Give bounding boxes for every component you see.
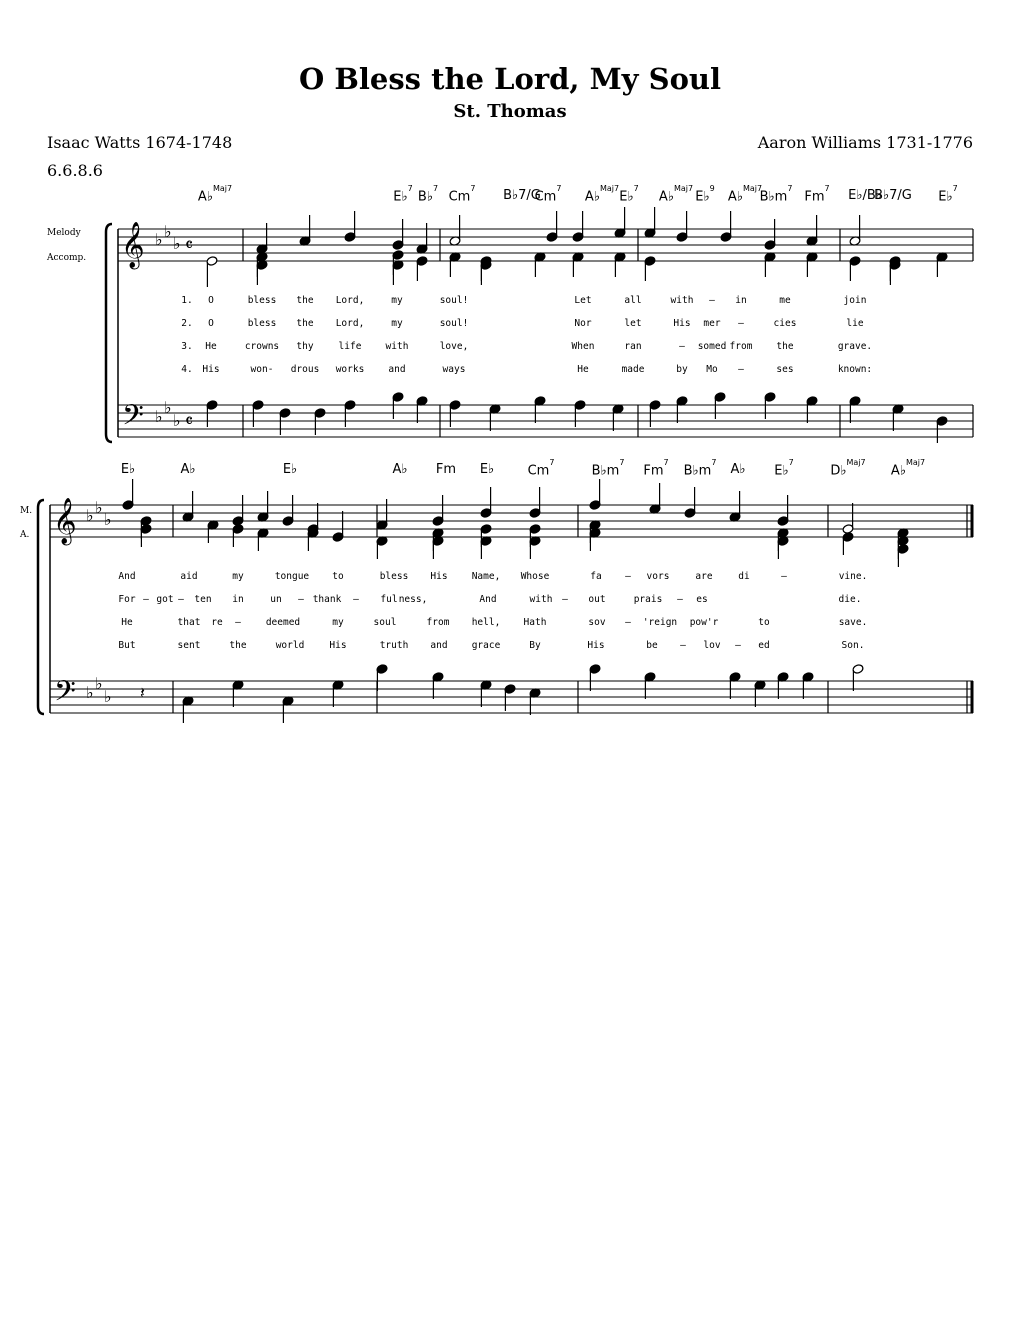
system1-chord-symbol: E♭$^7$ bbox=[619, 184, 639, 205]
system2-verse3-word: re bbox=[211, 617, 223, 628]
system2-verse2-word: For bbox=[118, 594, 136, 605]
system1-brace bbox=[106, 224, 112, 442]
system1-verse3-word: He bbox=[205, 341, 217, 352]
system1-verse2-word: His bbox=[673, 318, 691, 329]
system1-verse3-word: from bbox=[729, 341, 753, 352]
system2-verse1-word: – bbox=[781, 571, 787, 582]
system1-verse3-word: When bbox=[571, 341, 595, 352]
system1-verse3-word: grave. bbox=[837, 341, 873, 352]
system2-verse1-word: tongue bbox=[274, 571, 310, 582]
system1-verse1-word: me bbox=[779, 295, 791, 306]
system1-verse1-word: in bbox=[735, 295, 747, 306]
system2-verse2-word: – bbox=[677, 594, 683, 605]
system1-verse4-word: Mo bbox=[706, 364, 718, 375]
system1-chord-symbol: B♭7/G bbox=[503, 188, 541, 203]
system2-verse2-word: ful bbox=[380, 594, 398, 605]
system1-verse3-word: thy bbox=[296, 341, 314, 352]
system2-verse3-word: to bbox=[758, 617, 770, 628]
system1-chord-symbol: E♭$^7$ bbox=[938, 184, 958, 205]
system2-verse3-word: – bbox=[625, 617, 631, 628]
system1-verse2-word: Nor bbox=[574, 318, 592, 329]
system2-verse4-word: be bbox=[646, 640, 658, 651]
system1-treble-key-flat: ♭ bbox=[173, 234, 181, 253]
system1-bass-key-flat: ♭ bbox=[173, 411, 181, 430]
system1-verse2-word: O bbox=[208, 318, 214, 329]
system1-verse1-word: soul! bbox=[439, 295, 469, 306]
system2-verse2-word: es bbox=[696, 594, 708, 605]
system1-chord-symbol: E♭$^7$ bbox=[393, 184, 413, 205]
system1-bass-clef: 𝄢 bbox=[122, 399, 144, 439]
system1-verse4-word: He bbox=[577, 364, 589, 375]
system1-verse2-word: cies bbox=[773, 318, 797, 329]
system1-verse2-word: my bbox=[391, 318, 403, 329]
system1-verse3-word: – bbox=[679, 341, 685, 352]
system2-verse2-word: – bbox=[562, 594, 568, 605]
system1-verse3-word: with bbox=[385, 341, 409, 352]
system1-chord-symbol: Cm$^7$ bbox=[534, 184, 562, 205]
system1-verse3-word: 3. bbox=[181, 341, 193, 352]
system2-verse2-word: ten bbox=[194, 594, 212, 605]
system1-verse4-word: by bbox=[676, 364, 688, 375]
system2-verse4-word: Son. bbox=[841, 640, 865, 651]
system2-verse2-word: – bbox=[143, 594, 149, 605]
system1-verse2-word: 2. bbox=[181, 318, 193, 329]
system2-chord-symbol: A♭ bbox=[730, 462, 746, 477]
system2-verse3-word: pow'r bbox=[689, 617, 719, 628]
system1-verse4-word: ways bbox=[442, 364, 466, 375]
system1-chord-symbol: A♭$^{Maj7}$ bbox=[197, 184, 233, 205]
system2-verse2-word: – bbox=[178, 594, 184, 605]
composer-credit: Aaron Williams 1731-1776 bbox=[757, 133, 973, 152]
system1-verse1-word: my bbox=[391, 295, 403, 306]
system2-verse2-word: thank bbox=[312, 594, 342, 605]
system1-verse2-word: let bbox=[624, 318, 642, 329]
system2-bass-rest: 𝄽 bbox=[140, 683, 145, 702]
system2-verse3-word: – bbox=[235, 617, 241, 628]
system2-verse4-word: grace bbox=[471, 640, 501, 651]
accomp-staff-short-label: A. bbox=[20, 530, 30, 540]
system1-chord-symbol: A♭$^{Maj7}$ bbox=[658, 184, 694, 205]
system2-verse2-word: in bbox=[232, 594, 244, 605]
system2-verse1-word: are bbox=[695, 571, 713, 582]
system1-verse4-word: made bbox=[621, 364, 645, 375]
system2-verse2-word: prais bbox=[633, 594, 663, 605]
system2-chord-symbol: E♭ bbox=[120, 462, 136, 477]
system1-verse1-word: Let bbox=[574, 295, 592, 306]
system1-bass-key-flat: ♭ bbox=[155, 407, 163, 426]
system2-treble-key-flat: ♭ bbox=[95, 498, 103, 517]
system2-verse4-word: and bbox=[430, 640, 448, 651]
system2-verse1-word: His bbox=[430, 571, 448, 582]
system1-chord-symbol: E♭$^9$ bbox=[695, 184, 715, 205]
system2-verse4-word: world bbox=[275, 640, 305, 651]
system1-verse3-word: somed bbox=[697, 341, 727, 352]
system1-chord-symbol: Cm$^7$ bbox=[448, 184, 476, 205]
system2-bass-key-flat: ♭ bbox=[86, 683, 94, 702]
system2-verse3-word: sov bbox=[588, 617, 606, 628]
system2-verse2-word: got bbox=[156, 594, 174, 605]
system2-chord-symbol: D♭$^{Maj7}$ bbox=[830, 458, 866, 479]
system1-treble-time-sig: 𝄴 bbox=[185, 235, 194, 256]
system2-verse3-word: save. bbox=[838, 617, 868, 628]
system1-verse1-word: all bbox=[624, 295, 642, 306]
system1-treble-key-flat: ♭ bbox=[164, 222, 172, 241]
system2-verse2-word: – bbox=[353, 594, 359, 605]
system2-verse4-word: – bbox=[680, 640, 686, 651]
system1-verse2-word: – bbox=[738, 318, 744, 329]
system1-verse4-word: known: bbox=[837, 364, 873, 375]
system2-verse4-word: lov bbox=[703, 640, 721, 651]
system2-chord-symbol: Fm$^7$ bbox=[643, 458, 669, 479]
system1-bass-time-sig: 𝄴 bbox=[185, 411, 194, 432]
system2-verse2-word: ness, bbox=[398, 594, 428, 605]
system2-verse4-word: His bbox=[587, 640, 605, 651]
system1-verse4-word: ses bbox=[776, 364, 794, 375]
system2-verse1-word: – bbox=[625, 571, 631, 582]
system2-verse3-word: Hath bbox=[523, 617, 547, 628]
tune-name: St. Thomas bbox=[453, 101, 567, 122]
system2-verse3-word: 'reign bbox=[642, 617, 678, 628]
system2-verse1-word: aid bbox=[180, 571, 198, 582]
system1-verse2-word: lie bbox=[846, 318, 864, 329]
system1-verse1-word: 1. bbox=[181, 295, 193, 306]
system2-verse2-word: out bbox=[588, 594, 606, 605]
system2-verse1-word: bless bbox=[379, 571, 409, 582]
system2-bass-key-flat: ♭ bbox=[104, 687, 112, 706]
system1-verse1-word: bless bbox=[247, 295, 277, 306]
system2-chord-symbol: Cm$^7$ bbox=[527, 458, 555, 479]
system2-verse3-word: He bbox=[121, 617, 133, 628]
system1-verse4-word: 4. bbox=[181, 364, 193, 375]
system2-chord-symbol: A♭ bbox=[180, 462, 196, 477]
system1-verse1-word: the bbox=[296, 295, 314, 306]
system2-verse2-word: un bbox=[270, 594, 282, 605]
system1-verse4-word: and bbox=[388, 364, 406, 375]
system1-treble-clef: 𝄞 bbox=[121, 222, 145, 268]
accomp-staff-label: Accomp. bbox=[47, 253, 87, 263]
system1-chord-symbol: A♭$^{Maj7}$ bbox=[584, 184, 620, 205]
system2-verse3-word: soul bbox=[373, 617, 397, 628]
system2-chord-symbol: A♭ bbox=[392, 462, 408, 477]
system1-verse2-word: Lord, bbox=[335, 318, 365, 329]
system1-verse4-word: – bbox=[738, 364, 744, 375]
system1-verse1-word: with bbox=[670, 295, 694, 306]
system1-verse3-word: ran bbox=[624, 341, 642, 352]
system2-verse4-word: But bbox=[118, 640, 136, 651]
system1-verse2-word: mer bbox=[703, 318, 721, 329]
system2-verse4-word: the bbox=[229, 640, 247, 651]
system1-verse1-word: – bbox=[709, 295, 715, 306]
system1-verse1-word: Lord, bbox=[335, 295, 365, 306]
system2-chord-symbol: Fm bbox=[435, 462, 457, 477]
system2-bass-clef: 𝄢 bbox=[54, 675, 76, 715]
system2-verse1-word: fa bbox=[590, 571, 602, 582]
hymn-title: O Bless the Lord, My Soul bbox=[298, 62, 722, 96]
system1-treble-key-flat: ♭ bbox=[155, 230, 163, 249]
system2-verse4-word: By bbox=[529, 640, 541, 651]
system1-verse3-word: love, bbox=[439, 341, 469, 352]
system2-chord-symbol: $B♭m^7$ bbox=[591, 458, 625, 479]
system1-verse2-word: soul! bbox=[439, 318, 469, 329]
melody-staff-label: Melody bbox=[47, 228, 81, 238]
system2-chord-symbol: E♭ bbox=[479, 462, 495, 477]
system2-verse2-word: with bbox=[529, 594, 553, 605]
system2-chord-symbol: A♭$^{Maj7}$ bbox=[890, 458, 926, 479]
system1-verse3-word: life bbox=[338, 341, 362, 352]
system1-verse4-word: drous bbox=[290, 364, 320, 375]
system2-bass-key-flat: ♭ bbox=[95, 674, 103, 693]
system2-verse4-word: sent bbox=[177, 640, 201, 651]
system1-verse2-word: the bbox=[296, 318, 314, 329]
system2-verse1-word: di bbox=[738, 571, 750, 582]
system2-verse2-word: die. bbox=[838, 594, 862, 605]
system2-verse2-word: – bbox=[298, 594, 304, 605]
system2-verse1-word: vine. bbox=[838, 571, 868, 582]
system1-bass-key-flat: ♭ bbox=[164, 398, 172, 417]
lyricist-credit: Isaac Watts 1674-1748 bbox=[47, 133, 233, 152]
system1-verse4-word: won- bbox=[250, 364, 274, 375]
system2-verse2-word: And bbox=[479, 594, 497, 605]
system1-verse4-word: His bbox=[202, 364, 220, 375]
system1-chord-symbol: E♭/B♭ bbox=[848, 188, 882, 203]
system2-chord-symbol: $B♭m^7$ bbox=[683, 458, 717, 479]
system2-treble-key-flat: ♭ bbox=[86, 506, 94, 525]
meter-label: 6.6.8.6 bbox=[47, 161, 103, 180]
system2-chord-symbol: E♭$^7$ bbox=[774, 458, 794, 479]
system1-chord-symbol: B♭$^7$ bbox=[417, 184, 439, 205]
system1-chord-symbol: A♭$^{Maj7}$ bbox=[727, 184, 763, 205]
system2-treble-clef: 𝄞 bbox=[53, 498, 77, 544]
system2-verse1-word: Whose bbox=[520, 571, 550, 582]
system2-verse1-word: And bbox=[118, 571, 136, 582]
system2-verse1-word: Name, bbox=[471, 571, 501, 582]
melody-staff-short-label: M. bbox=[20, 506, 33, 516]
system1-chord-symbol: Fm$^7$ bbox=[804, 184, 830, 205]
system2-verse1-word: vors bbox=[646, 571, 670, 582]
system1-chord-symbol: $B♭m^7$ bbox=[759, 184, 793, 205]
system2-verse3-word: hell, bbox=[471, 617, 501, 628]
system2-verse3-word: deemed bbox=[265, 617, 301, 628]
system1-chord-symbol: B♭7/G bbox=[874, 188, 912, 203]
system2-verse4-word: ed bbox=[758, 640, 770, 651]
system2-verse1-word: my bbox=[232, 571, 244, 582]
system1-verse4-word: works bbox=[335, 364, 365, 375]
system2-chord-symbol: E♭ bbox=[282, 462, 298, 477]
system2-verse3-word: that bbox=[177, 617, 201, 628]
system2-verse1-word: to bbox=[332, 571, 344, 582]
system2-brace bbox=[38, 500, 44, 714]
system2-verse3-word: my bbox=[332, 617, 344, 628]
system2-verse4-word: His bbox=[329, 640, 347, 651]
system1-verse1-word: join bbox=[843, 295, 867, 306]
system1-verse3-word: the bbox=[776, 341, 794, 352]
system2-treble-key-flat: ♭ bbox=[104, 510, 112, 529]
system2-verse3-word: from bbox=[426, 617, 450, 628]
system1-verse3-word: crowns bbox=[244, 341, 280, 352]
system1-verse2-word: bless bbox=[247, 318, 277, 329]
system2-verse4-word: truth bbox=[379, 640, 409, 651]
system2-verse4-word: – bbox=[735, 640, 741, 651]
system1-verse1-word: O bbox=[208, 295, 214, 306]
